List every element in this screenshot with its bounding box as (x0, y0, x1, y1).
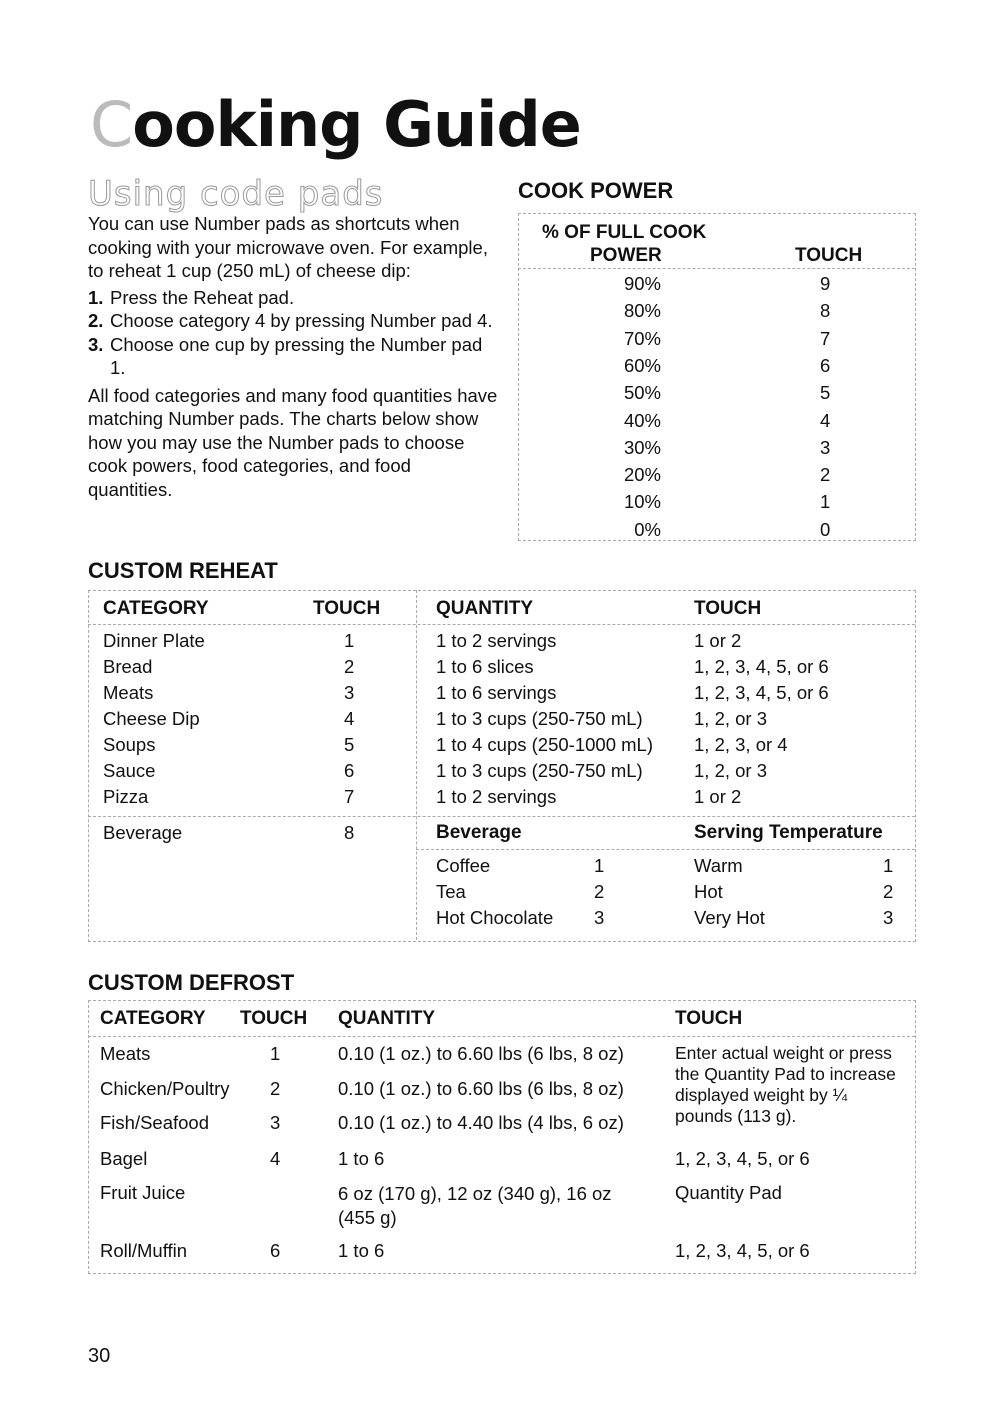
defrost-header-touch: TOUCH (240, 1008, 308, 1029)
defrost-quantity: 6 oz (170 g), 12 oz (340 g), 16 oz (455 g) (338, 1183, 612, 1228)
reheat-touch: 1 (344, 630, 355, 651)
defrost-quantity-touch: 1, 2, 3, 4, 5, or 6 (675, 1240, 810, 1261)
reheat-category: Bread (103, 656, 153, 677)
reheat-category: Pizza (103, 786, 149, 807)
cook-power-touch: 0 (820, 518, 831, 540)
reheat-category: Soups (103, 734, 156, 755)
reheat-quantity-touch: 1, 2, or 3 (694, 760, 768, 781)
defrost-touch: 6 (270, 1240, 281, 1261)
reheat-quantity: 1 to 3 cups (250-750 mL) (436, 760, 643, 781)
custom-reheat-beverage-subheader-divider (416, 849, 915, 850)
reheat-beverage-touch: 8 (344, 822, 355, 843)
defrost-touch: 1 (270, 1043, 281, 1064)
reheat-header-category: CATEGORY (103, 598, 209, 619)
intro-step: 3. Choose one cup by pressing the Number pad 1. (88, 333, 483, 378)
serving-temperature-touch: 3 (883, 907, 894, 928)
cook-power-percent: 60% (623, 354, 661, 376)
reheat-quantity-touch: 1 or 2 (694, 786, 742, 807)
cook-power-heading: COOK POWER (518, 178, 674, 203)
beverage-subheader-right: Serving Temperature (694, 822, 883, 843)
reheat-beverage-category: Beverage (103, 822, 183, 843)
cook-power-percent: 50% (623, 382, 661, 404)
reheat-touch: 2 (344, 656, 355, 677)
cook-power-header-divider (518, 268, 915, 269)
defrost-category: Fruit Juice (100, 1182, 186, 1203)
intro-steps (88, 286, 498, 380)
cook-power-col2: TOUCH (795, 245, 863, 266)
custom-reheat-beverage-divider (88, 816, 915, 817)
defrost-quantity-touch: 1, 2, 3, 4, 5, or 6 (675, 1148, 810, 1169)
beverage-touch: 2 (594, 881, 605, 902)
cook-power-percent: 0% (634, 518, 661, 540)
beverage-name: Coffee (436, 855, 491, 876)
cook-power-touch: 7 (820, 327, 831, 349)
reheat-quantity-touch: 1, 2, 3, or 4 (694, 734, 788, 755)
defrost-quantity: 0.10 (1 oz.) to 6.60 lbs (6 lbs, 8 oz) (338, 1043, 624, 1064)
reheat-quantity: 1 to 6 servings (436, 682, 557, 703)
defrost-category: Chicken/Poultry (100, 1078, 230, 1099)
defrost-category: Roll/Muffin (100, 1240, 188, 1261)
defrost-category: Bagel (100, 1148, 148, 1169)
custom-reheat-heading: CUSTOM REHEAT (88, 558, 278, 583)
defrost-category: Fish/Seafood (100, 1112, 210, 1133)
defrost-header-category: CATEGORY (100, 1008, 206, 1029)
reheat-category: Cheese Dip (103, 708, 200, 729)
beverage-subheader-left: Beverage (436, 822, 522, 843)
custom-defrost-heading: CUSTOM DEFROST (88, 970, 295, 995)
serving-temperature-touch: 2 (883, 881, 894, 902)
custom-reheat-col-divider (416, 590, 417, 940)
title-first-letter: C (90, 88, 133, 161)
reheat-touch: 3 (344, 682, 355, 703)
reheat-header-quantity: QUANTITY (436, 598, 534, 619)
reheat-quantity-touch: 1 or 2 (694, 630, 742, 651)
cook-power-touch: 3 (820, 436, 831, 458)
serving-temperature: Warm (694, 855, 743, 876)
defrost-quantity: 0.10 (1 oz.) to 6.60 lbs (6 lbs, 8 oz) (338, 1078, 624, 1099)
reheat-quantity-touch: 1, 2, 3, 4, 5, or 6 (694, 682, 829, 703)
cook-power-percent: 20% (623, 464, 661, 486)
cook-power-touch: 5 (820, 382, 831, 404)
page-number: 30 (88, 1345, 111, 1367)
intro-step: 2. Choose category 4 by pressing Number pad 4. (88, 310, 493, 331)
cook-power-touch: 8 (820, 300, 831, 322)
cook-power-percent: 10% (623, 491, 661, 513)
reheat-category: Meats (103, 682, 154, 703)
cook-power-touch: 1 (820, 491, 831, 513)
custom-defrost-table (88, 1000, 916, 1274)
custom-reheat-header-divider (88, 624, 915, 625)
defrost-header-touch-2: TOUCH (675, 1008, 743, 1029)
reheat-quantity-touch: 1, 2, 3, 4, 5, or 6 (694, 656, 829, 677)
cook-power-col1-line1: % OF FULL COOK (542, 222, 707, 243)
defrost-quantity-touch: Quantity Pad (675, 1182, 782, 1203)
cook-power-percent: 40% (623, 409, 661, 431)
reheat-category: Dinner Plate (103, 630, 205, 651)
serving-temperature: Very Hot (694, 907, 765, 928)
cook-power-percent: 30% (623, 436, 661, 458)
cook-power-touch: 4 (820, 409, 831, 431)
beverage-touch: 3 (594, 907, 605, 928)
reheat-quantity: 1 to 2 servings (436, 786, 557, 807)
custom-defrost-header-divider (88, 1036, 915, 1037)
cook-power-touch: 2 (820, 464, 831, 486)
cook-power-col1-line2: POWER (590, 245, 662, 266)
cook-power-percent: 70% (623, 327, 661, 349)
reheat-quantity: 1 to 3 cups (250-750 mL) (436, 708, 643, 729)
defrost-quantity: 1 to 6 (338, 1148, 385, 1169)
serving-temperature: Hot (694, 881, 723, 902)
reheat-touch: 6 (344, 760, 355, 781)
reheat-touch: 4 (344, 708, 355, 729)
beverage-touch: 1 (594, 855, 605, 876)
reheat-quantity: 1 to 2 servings (436, 630, 557, 651)
cook-power-touch: 9 (820, 273, 831, 294)
beverage-name: Tea (436, 881, 466, 902)
intro-step: 1. Press the Reheat pad. (88, 286, 295, 308)
reheat-touch: 5 (344, 734, 355, 755)
defrost-touch: 2 (270, 1078, 281, 1099)
reheat-header-touch-2: TOUCH (694, 598, 762, 619)
reheat-quantity-touch: 1, 2, or 3 (694, 708, 768, 729)
intro-paragraph-1: You can use Number pads as shortcuts when cooking with your microwave oven. For example, to reheat 1 cup (250 mL) of cheese dip: (88, 213, 488, 281)
cook-power-touch: 6 (820, 354, 831, 376)
reheat-quantity: 1 to 6 slices (436, 656, 534, 677)
title-text: ooking Guide (132, 88, 581, 161)
defrost-quantity: 1 to 6 (338, 1240, 385, 1261)
defrost-category: Meats (100, 1043, 151, 1064)
defrost-touch: 3 (270, 1112, 281, 1133)
reheat-touch: 7 (344, 786, 355, 807)
cook-power-percent: 80% (623, 300, 661, 322)
beverage-name: Hot Chocolate (436, 907, 554, 928)
defrost-touch: 4 (270, 1148, 281, 1169)
defrost-header-quantity: QUANTITY (338, 1008, 436, 1029)
intro-paragraph-2: All food categories and many food quantities have matching Number pads. The charts below show how you may use the Number pads to choose cook powers, food categories, and food quantities. (88, 384, 498, 500)
page-subtitle: Using code pads (88, 174, 384, 214)
page-title (90, 88, 581, 161)
defrost-weight-note: Enter actual weight or press the Quantity Pad to increase displayed weight by ¼ pounds (113 g). (675, 1043, 896, 1126)
reheat-quantity: 1 to 4 cups (250-1000 mL) (436, 734, 653, 755)
intro-text (88, 212, 498, 501)
serving-temperature-touch: 1 (883, 855, 894, 876)
reheat-category: Sauce (103, 760, 156, 781)
reheat-header-touch: TOUCH (313, 598, 381, 619)
defrost-quantity: 0.10 (1 oz.) to 4.40 lbs (4 lbs, 6 oz) (338, 1112, 624, 1133)
cook-power-percent: 90% (623, 273, 661, 294)
